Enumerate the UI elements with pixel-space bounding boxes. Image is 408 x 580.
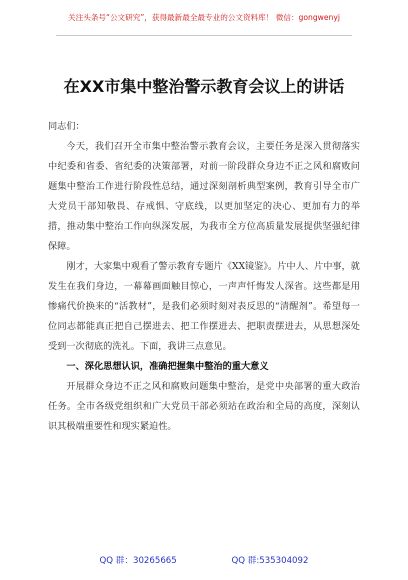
section-1-paragraph: 开展群众身边不正之风和腐败问题集中整治，是党中央部署的重大政治任务。全市各级党组织和广大党员干部必须站在政治和全局的高度，深刻认识其极端重要性和现实紧迫性。: [48, 381, 360, 432]
paragraph-intro: 今天，我们召开全市集中整治警示教育会议，主要任务是深入贯彻落实中纪委和省委、省纪委的决策部署，对前一阶段群众身边不正之风和腐败问题集中整治工作进行阶段性总结，通过深刻剖析典型案例，教育引导全市广大党员干部知敬畏、存戒惧、守底线，以更加坚定的决心、更加有力的举措，推动集中整治工作向纵深发展，为我市全方位高质量发展提供坚强纪律保障。: [48, 141, 360, 252]
qq-footer: [0, 554, 408, 566]
paragraph-video: 刚才，大家集中观看了警示教育专题片《XX镜鉴》。片中人、片中事，就发生在我们身边，一幕幕画面触目惊心，一声声忏悔发人深省。这些都是用惨痛代价换来的“活教材”，是我们必须时刻对表反思的“清醒剂”。希望每一位同志都能真正把自己摆进去、把工作摆进去、把职责摆进去，从思想深处受到一次彻底的洗礼。下面，我讲三点意见。: [48, 261, 360, 352]
section-heading-1: 一、深化思想认识，准确把握集中整治的重大意义: [66, 361, 269, 372]
qq-group-1: QQ 群：30265665: [99, 556, 177, 566]
promo-notice: 关注头条号“公文研究”，获得最新最全最专业的公文资料库！ 微信：gongwenyj: [68, 13, 340, 22]
header-divider: [56, 35, 352, 36]
promo-header: [0, 0, 408, 48]
document-body: [48, 117, 360, 437]
document-title: 在XX市集中整治警示教育会议上的讲话: [63, 77, 345, 96]
qq-group-2: QQ 群:535304092: [231, 556, 309, 566]
greeting: 同志们：: [48, 121, 85, 132]
